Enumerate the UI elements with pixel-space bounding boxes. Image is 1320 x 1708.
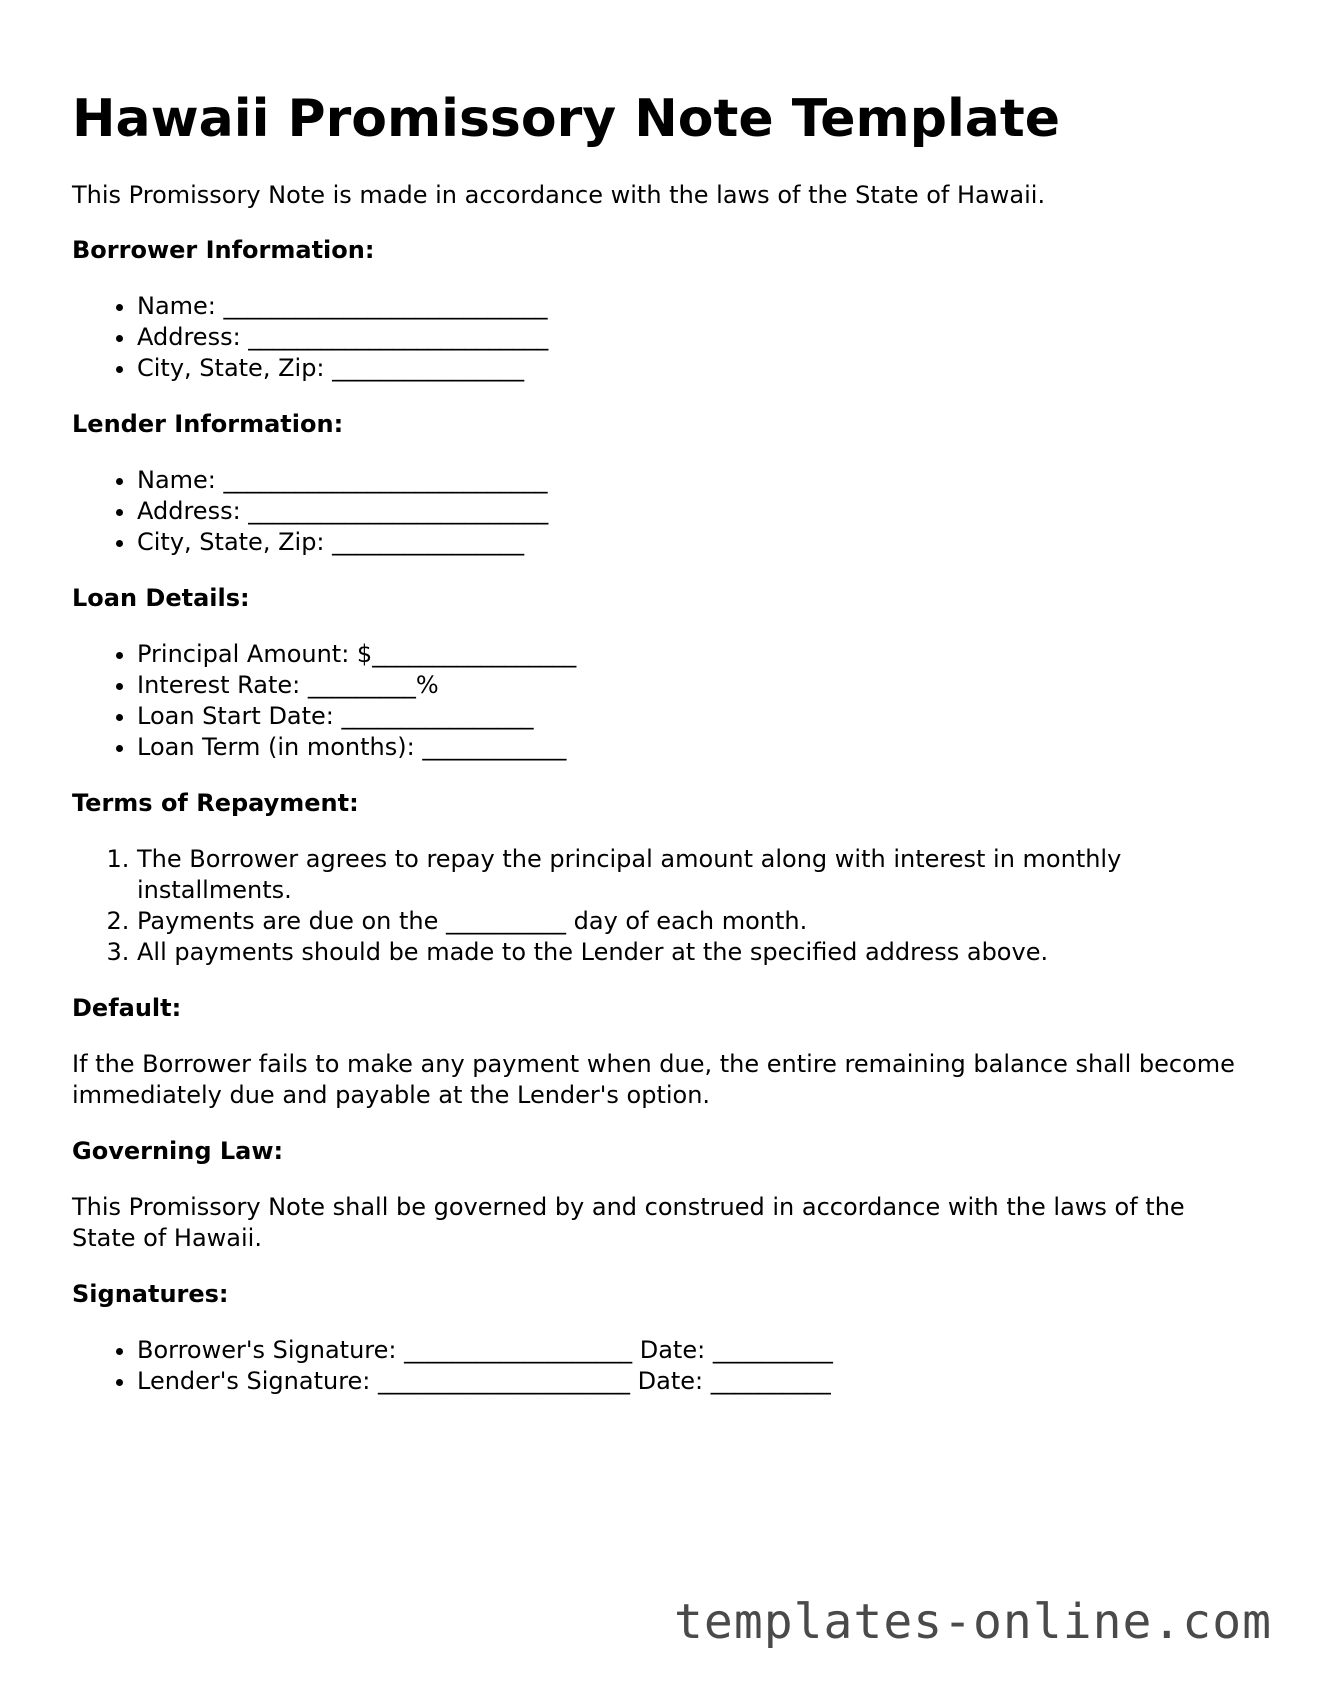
repayment-item-2: 2. Payments are due on the __________ day of each month. [137,906,1252,937]
lender-heading: Lender Information: [72,410,344,439]
governing-law-heading: Governing Law: [72,1137,284,1166]
intro-paragraph: This Promissory Note is made in accordance with the laws of the State of Hawaii. [72,181,1046,210]
loan-term-item: • Loan Term (in months): ____________ [137,732,1252,763]
borrower-name-item: • Name: ___________________________ [137,291,1252,322]
lender-city-item: • City, State, Zip: ________________ [137,527,1252,558]
document-title: Hawaii Promissory Note Template [72,89,1060,149]
repayment-item-1: 1. The Borrower agrees to repay the principal amount along with interest in monthly installments. [137,844,1252,906]
borrower-list [72,291,1252,384]
document-page [72,88,1252,1422]
interest-rate-item: • Interest Rate: _________% [137,670,1252,701]
borrower-signature-item: • Borrower's Signature: ___________________ Date: __________ [137,1335,1252,1366]
governing-law-paragraph: This Promissory Note shall be governed by and construed in accordance with the laws of the State of Hawaii. [72,1193,1185,1253]
signatures-heading: Signatures: [72,1280,229,1309]
lender-name-item: • Name: ___________________________ [137,465,1252,496]
lender-address-item: • Address: _________________________ [137,496,1252,527]
loan-list [72,639,1252,763]
watermark-text: templates-online.com [674,1594,1272,1650]
lender-list [72,465,1252,558]
repayment-heading: Terms of Repayment: [72,789,359,818]
borrower-city-item: • City, State, Zip: ________________ [137,353,1252,384]
principal-amount-item: • Principal Amount: $_________________ [137,639,1252,670]
borrower-address-item: • Address: _________________________ [137,322,1252,353]
repayment-item-3: 3. All payments should be made to the Lender at the specified address above. [137,937,1252,968]
borrower-heading: Borrower Information: [72,236,375,265]
repayment-list [72,844,1252,968]
default-paragraph: If the Borrower fails to make any payment when due, the entire remaining balance shall become immediately due and payable at the Lender's option. [72,1050,1235,1110]
loan-start-date-item: • Loan Start Date: ________________ [137,701,1252,732]
lender-signature-item: • Lender's Signature: _____________________ Date: __________ [137,1366,1252,1397]
default-heading: Default: [72,994,182,1023]
signatures-list [72,1335,1252,1397]
loan-heading: Loan Details: [72,584,250,613]
